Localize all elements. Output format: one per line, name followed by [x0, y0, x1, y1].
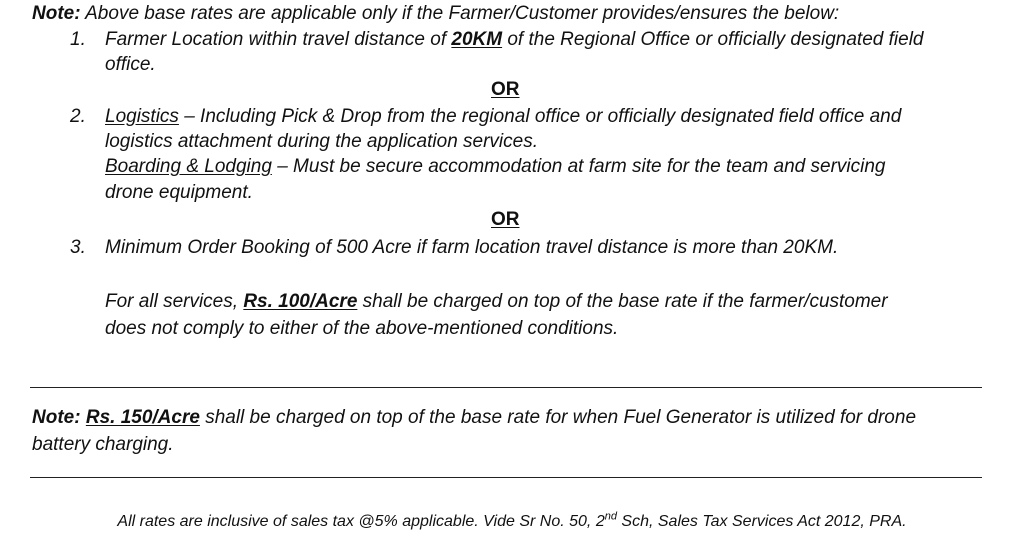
item-1-line-2: office. — [105, 54, 156, 75]
generator-amount: Rs. 150/Acre — [85, 407, 200, 428]
surcharge-text-cont: shall be charged on top of the base rate if the farmer/customer — [357, 291, 888, 312]
surcharge-amount: Rs. 100/Acre — [243, 291, 358, 312]
divider-1 — [30, 387, 982, 388]
item-2-line-2: logistics attachment during the application services. — [105, 131, 539, 152]
divider-2 — [30, 477, 982, 478]
footer-text: All rates are inclusive of sales tax @5% applicable. Vide Sr No. 50, 2 — [117, 513, 605, 530]
item-2-line-1 — [105, 105, 901, 129]
note2-line-2: battery charging. — [32, 434, 174, 455]
item-2-line-3 — [105, 155, 885, 179]
boarding-text: – Must be secure accommodation at farm site for the team and servicing — [271, 156, 886, 177]
footer-superscript: nd — [604, 510, 617, 523]
surcharge-line-1 — [105, 290, 888, 314]
item-1-number: 1. — [70, 29, 86, 50]
tax-footer — [0, 511, 1024, 533]
item-1-text-cont: of the Regional Office or officially designated field — [502, 29, 924, 50]
note-header — [32, 2, 839, 26]
logistics-text: – Including Pick & Drop from the regional office or officially designated field office and — [178, 106, 902, 127]
item-3-number: 3. — [70, 237, 86, 258]
item-1-line-1 — [105, 28, 923, 52]
note2-label: Note: — [32, 407, 81, 428]
note2-line-1 — [32, 406, 916, 430]
or-separator-2: OR — [491, 209, 520, 230]
surcharge-line-2: does not comply to either of the above-mentioned conditions. — [105, 318, 619, 339]
item-2-line-4: drone equipment. — [105, 182, 253, 203]
boarding-term: Boarding & Lodging — [105, 156, 272, 177]
item-2-number: 2. — [70, 106, 86, 127]
item-3-line-1: Minimum Order Booking of 500 Acre if farm location travel distance is more than 20KM. — [105, 237, 839, 258]
note2-text: shall be charged on top of the base rate for when Fuel Generator is utilized for drone — [199, 407, 917, 428]
note-text: Above base rates are applicable only if the Farmer/Customer provides/ensures the below: — [80, 3, 840, 24]
note-label: Note: — [32, 3, 81, 24]
logistics-term: Logistics — [105, 106, 179, 127]
or-separator-1: OR — [491, 79, 520, 100]
surcharge-text: For all services, — [105, 291, 244, 312]
distance-limit: 20KM — [451, 29, 503, 50]
item-1-text: Farmer Location within travel distance of — [105, 29, 452, 50]
footer-text-cont: Sch, Sales Tax Services Act 2012, PRA. — [616, 513, 907, 530]
